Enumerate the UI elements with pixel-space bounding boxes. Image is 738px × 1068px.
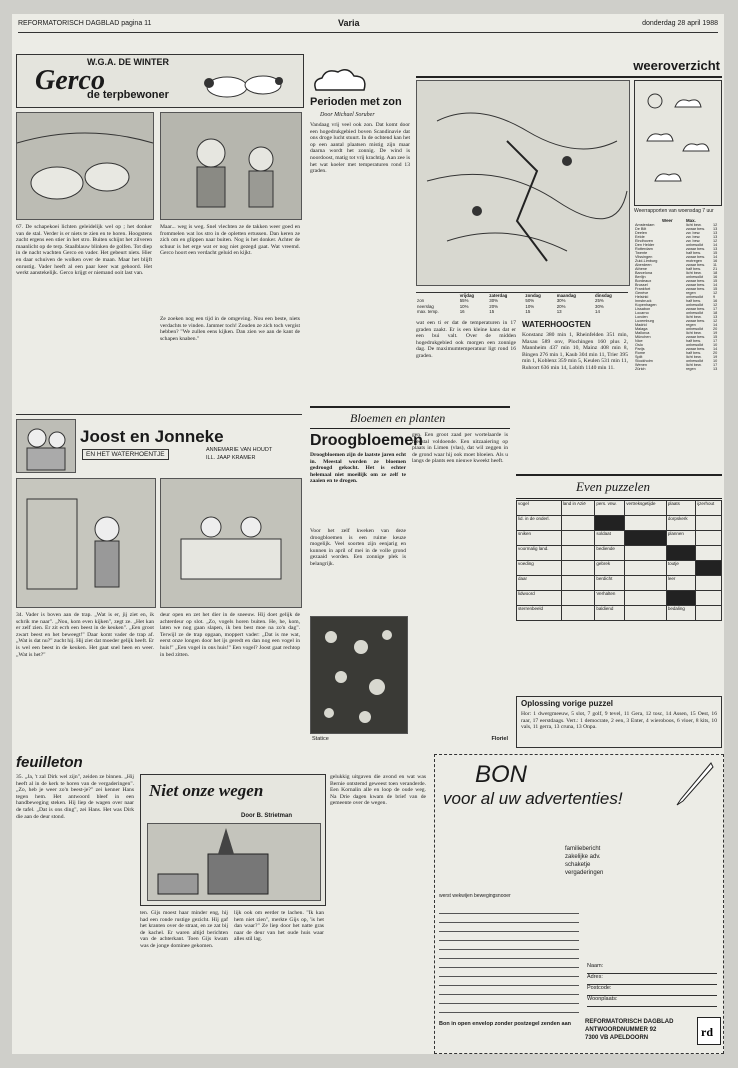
header-date: donderdag 28 april 1988	[642, 20, 718, 27]
forecast-cell: max. temp.	[417, 309, 439, 315]
forecast-header: zondag	[525, 293, 541, 298]
city-max: 14	[712, 243, 718, 248]
joost-panel-1	[16, 478, 156, 608]
grid-clue-cell[interactable]: daar	[517, 576, 562, 591]
feuilleton-section	[16, 754, 428, 1052]
forecast-cell: 16	[459, 309, 465, 315]
grid-clue-cell[interactable]: sniken	[517, 531, 562, 546]
city-weather: zw. bew.	[685, 239, 701, 244]
city-weather: half bew.	[685, 251, 701, 256]
weather-symbols-panel	[634, 80, 722, 206]
grid-clue-cell[interactable]: leer	[666, 576, 695, 591]
waterhoogten-title: WATERHOOGTEN	[522, 320, 591, 329]
grid-answer-cell[interactable]	[561, 546, 595, 561]
perioden-article	[310, 68, 410, 398]
city-name: Bordeaux	[635, 279, 652, 284]
bloemen-title: Droogbloemen	[310, 432, 423, 449]
city-weather: regen	[685, 291, 696, 296]
perioden-text: Vandaag vrij veel ook zon. Dat komt door een hogedrukgebied boven Scandinavie dat ons droge lucht stuurt. In de ochtend kan het op een aantal plaatsen mistig zijn maar daarna wordt het zonnig. De wind is noordoost, matig tot vrij krachtig. Aan zee is het wat koeler met temperaturen rond 13 graden.	[310, 122, 412, 175]
grid-black-cell[interactable]	[595, 516, 625, 531]
city-name: Helsinki	[635, 295, 649, 300]
city-max: 18	[712, 271, 718, 276]
city-weather: zwaar bew.	[685, 283, 705, 288]
puzzle-section	[516, 474, 722, 748]
grid-answer-cell[interactable]	[625, 591, 667, 606]
joost-text-col-2: deur open en zet het dier in de sneeuw. Hij doet gelijk de achterdeur op slot. „Zo, vogels horen buiten. He, he, kom, laten we nog gaan slapen, ik ben best moe na zo'n dag". Terwijl ze de trap opgaan, moppert vader: „Dat is me wat, eerst onze longen door het ijs geredt en dan nog een vogel in huis!" „Een vogel in ons huis!" Een vogel? Joost gaat rechtop in bed zitten.	[160, 612, 302, 658]
city-name: Kopenhagen	[635, 303, 657, 308]
city-name: Londen	[635, 315, 648, 320]
city-max: 13	[712, 315, 718, 320]
statice-photo	[310, 616, 408, 734]
city-name: Parijs	[635, 347, 645, 352]
grid-clue-cell[interactable]: berdicht	[595, 576, 625, 591]
forecast-row	[416, 309, 628, 314]
city-weather: onbewolkt	[685, 303, 704, 308]
forecast-cell: 30%	[489, 298, 499, 304]
grid-black-cell[interactable]	[625, 531, 667, 546]
city-max: 14	[712, 283, 718, 288]
city-max: 17	[712, 307, 718, 312]
feuilleton-title-box	[140, 774, 326, 906]
joost-text-col-1: 34. Vader is boven aan de trap. „Wat is er, jij ziet en, ik schrik me naar". „Nou, kom even kijken", zegt ze. „Het kan er zelf zien. Er zit ecrh een beest in de keuken". „Een groot zwart beest en het beweegt!" Daar komt vader de trap af. „Wat is dat nu?" zucht hij. Hij ziet dat moeder gelijk heeft. Er is wel een beest in de keuken. Het gaat snel heen en weer. „Wat is het?"	[16, 612, 156, 658]
city-name: Mallorca	[635, 331, 650, 336]
puzzle-title: Even puzzelen	[576, 479, 651, 494]
header-section: Varia	[338, 18, 360, 28]
waterhoogten-text: Konstanz 380 min 1, Rheinfelden 351 min, Maxau 589 onv, Plochingen 160 plus 2, Mannheim 437 min 10, Mainz 408 min 8, Bingen 276 min 1, Kaub 304 min 11, Trier 395 min 1, Koblenz 359 min 5, Keulen 531 min 11, Ruhrort 636 min 14, Lobith 1140 min 11.	[522, 332, 630, 371]
pen-icon	[671, 759, 717, 809]
city-max: 19	[712, 331, 718, 336]
city-max: 21	[712, 267, 718, 272]
bloemen-section-title: Bloemen en planten	[350, 411, 446, 425]
cloud-icon	[310, 68, 370, 94]
advert-type-item[interactable]: familiebericht	[565, 846, 601, 852]
city-max: 12	[712, 303, 718, 308]
city-max: 11	[712, 263, 717, 268]
sheep-icon	[197, 63, 293, 103]
grid-clue-cell[interactable]: sterrenbeeld	[517, 606, 562, 621]
grid-row	[517, 546, 722, 561]
forecast-cell: 13	[556, 309, 562, 315]
city-weather: zwaar bew.	[685, 307, 705, 312]
city-name: Luxemburg	[635, 319, 654, 324]
city-weather: half bew.	[685, 351, 701, 356]
header-paper-name: REFORMATORISCH DAGBLAD pagina 11	[18, 20, 152, 27]
bloemen-credit: Floriel	[491, 736, 508, 742]
feuilleton-label: feuilleton	[16, 754, 83, 771]
city-col-header-max: Max.	[685, 218, 696, 223]
joost-panel-2	[160, 478, 302, 608]
grid-clue-cell[interactable]: Verhalten	[595, 591, 625, 606]
city-name: Malaga	[635, 327, 648, 332]
city-name: Wenen	[635, 363, 647, 368]
weather-title: weeroverzicht	[633, 58, 720, 73]
grid-clue-cell[interactable]: toutje	[666, 561, 695, 576]
naam-field-label[interactable]: Naam:	[587, 963, 717, 974]
perioden-author: Door Michael Soruber	[320, 112, 375, 118]
city-name: München	[635, 335, 651, 340]
city-weather: onbewolkt	[685, 359, 704, 364]
forecast-cell: 15	[489, 309, 495, 315]
forecast-cell: neerslag	[417, 303, 434, 309]
grid-clue-cell[interactable]: land in Azië	[561, 501, 595, 516]
comic-gerco	[16, 54, 302, 404]
city-weather: licht bew.	[685, 355, 702, 360]
city-max: 17	[712, 339, 718, 344]
feuilleton-text-col-3: lijk ook om eerder te lachen. "Ik kan hem niet zien", merkte Gijs op, 'is het dan waar?" Ze liep door het natte gras naar de deur van het oude huis waar alles stil lag.	[234, 910, 326, 943]
statice-caption: Statice	[312, 736, 329, 742]
adres-field-label[interactable]: Adres:	[587, 974, 717, 985]
woonplaats-field-label[interactable]: Woonplaats:	[587, 996, 717, 1007]
forecast-cell: 14	[595, 309, 600, 315]
advert-footer: Bon in open envelop zonder postzegel zenden aan	[439, 1021, 572, 1027]
city-name: Zuid-Limburg	[635, 259, 658, 264]
advert-type-list	[565, 845, 705, 877]
bloemen-text-col-2: gen. Een groot zaad per wortelaarde is meestal voldoende. Een uitzaaiering op plaats in Limen (vlas), dat wil zeggen in de grond waar hij ook moet bloeien. Als u langs de plants een nieuwe kweekt heeft.	[412, 432, 510, 465]
city-max: 13	[712, 247, 718, 252]
joost-title: Joost en Jonneke	[80, 427, 224, 446]
city-max: 12	[712, 291, 718, 296]
forecast-cell: 25%	[595, 298, 604, 304]
city-weather: regen	[685, 323, 696, 328]
city-weather: zw. bew.	[685, 235, 701, 240]
grid-answer-cell[interactable]	[696, 516, 722, 531]
advert-city: 7300 VB APELDOORN	[585, 1035, 649, 1041]
grid-clue-cell[interactable]: lidwoord	[517, 591, 562, 606]
city-name: Genève	[635, 291, 649, 296]
grid-clue-cell[interactable]: plaats	[666, 501, 695, 516]
city-name: Rome	[635, 351, 646, 356]
forecast-cell: 15	[525, 309, 531, 315]
city-name: De Bilt	[635, 227, 647, 232]
city-max: 16	[712, 275, 718, 280]
weather-city-table	[634, 218, 720, 371]
grid-answer-cell[interactable]	[696, 531, 722, 546]
gerco-text-col-2: Maar... weg is weg. Snel vlechten ze de takken weer goed en frommelen wat los stro in de opletten ertussen. Dan keren ze zich om en glippen naar buiten. Nog is het donker. Achter de schuur is het erge wat er nog niet gezegd gaat. Wat vreemd. Gerco hoort een verdacht geluid en kijkt.	[160, 224, 302, 257]
joost-title-banner	[16, 414, 302, 475]
crossword-grid	[516, 500, 722, 621]
forecast-header: vrijdag	[459, 293, 475, 298]
city-max: 14	[712, 323, 718, 328]
rd-logo	[697, 1017, 721, 1045]
city-name: Split	[635, 355, 643, 360]
forecast-header: dinsdag	[595, 293, 612, 298]
grid-answer-cell[interactable]	[696, 591, 722, 606]
grid-row	[517, 606, 722, 621]
oplossing-box	[516, 696, 722, 748]
gerco-author: W.G.A. DE WINTER	[87, 57, 169, 67]
advert-address-form	[587, 963, 717, 1007]
city-name: Deelen	[635, 231, 648, 236]
city-weather: onbewolkt	[685, 327, 704, 332]
city-weather: regen	[685, 367, 696, 372]
grid-answer-cell[interactable]	[561, 606, 595, 621]
feuilleton-title: Niet onze wegen	[149, 781, 264, 800]
city-weather: motregen	[685, 259, 703, 264]
grid-answer-cell[interactable]	[561, 591, 595, 606]
grid-row	[517, 576, 722, 591]
city-weather: zwaar bew.	[685, 263, 705, 268]
city-max: 15	[712, 287, 718, 292]
city-name: Berlijn	[635, 275, 646, 280]
joost-children-drawing	[16, 419, 76, 473]
city-max: 15	[712, 251, 718, 256]
city-name: Aberdeen	[635, 263, 652, 268]
city-weather: half bew.	[685, 299, 701, 304]
city-max: 15	[712, 335, 718, 340]
joost-subtitle: EN HET WATERHOENTJE	[82, 449, 169, 460]
oplossing-text: Hor: 1 dwergmeeuw, 5 slot, 7 golf, 9 tevel, 11 Gera, 12 tosc, 14 Assen, 15 Oest, 16 raar, 17 eerstdaags. Vert.: 1 democrate, 2 een, 3 Enter, 4 wieroboos, 6 vloer, 8 kits, 10 vals, 11 gerra, 13 cruna, 13 Onpa.	[521, 711, 719, 731]
city-weather: zwaar bew.	[685, 287, 705, 292]
weather-forecast-table	[416, 292, 628, 315]
city-weather: onbewolkt	[685, 295, 704, 300]
city-max: 20	[712, 327, 718, 332]
city-max: 16	[712, 299, 718, 304]
perioden-title: Perioden met zon	[310, 96, 402, 108]
city-max: 12	[712, 239, 718, 244]
city-name: Barcelona	[635, 271, 653, 276]
grid-clue-cell[interactable]: soldaat	[595, 531, 625, 546]
perioden-text-continued: wat een ti er dat de temperaturen in 17 graden zaakt. Er is een kleine kans dat er een bui valt. Over de midden hogedrukgebied ook morgen een zonnige dag. De maximumtemperatuur ligt rond 16 graden.	[416, 320, 518, 359]
city-max: 13	[712, 235, 718, 240]
city-weather: onbewolkt	[685, 275, 704, 280]
grid-answer-cell[interactable]	[625, 606, 667, 621]
grid-row	[517, 591, 722, 606]
gerco-panel-2	[160, 112, 302, 220]
forecast-cell: 20%	[556, 303, 566, 309]
forecast-cell: 10%	[525, 303, 535, 309]
advert-text-lines[interactable]	[439, 905, 579, 1015]
advert-address: ANTWOORDNUMMER 92	[585, 1027, 657, 1033]
forecast-cell: 55%	[459, 298, 469, 304]
gerco-panel-1	[16, 112, 154, 220]
city-weather: onbewolkt	[685, 343, 704, 348]
grid-answer-cell[interactable]	[696, 606, 722, 621]
grid-answer-cell[interactable]	[625, 576, 667, 591]
grid-answer-cell[interactable]	[696, 546, 722, 561]
grid-answer-cell[interactable]	[625, 516, 667, 531]
city-name: Lissabon	[635, 307, 651, 312]
city-max: 10	[712, 343, 718, 348]
postcode-field-label[interactable]: Postcode:	[587, 985, 717, 996]
grid-answer-cell[interactable]	[625, 546, 667, 561]
city-max: 12	[712, 223, 718, 228]
city-name: Stockholm	[635, 359, 653, 364]
feuilleton-author: Door B. Strietman	[241, 813, 293, 819]
city-weather: zwaar bew.	[685, 255, 705, 260]
grid-answer-cell[interactable]	[625, 561, 667, 576]
grid-clue-cell[interactable]: lid. in de onderl.	[517, 516, 562, 531]
forecast-header: maandag	[556, 293, 576, 298]
grid-answer-cell[interactable]	[561, 516, 595, 531]
grid-row	[517, 516, 722, 531]
city-max: 20	[712, 351, 718, 356]
city-row	[634, 367, 720, 371]
forecast-cell: 20%	[489, 303, 499, 309]
advert-company: REFORMATORISCH DAGBLAD	[585, 1019, 674, 1025]
page-header	[18, 18, 718, 33]
forecast-header: zaterdag	[489, 293, 508, 298]
advert-type-item[interactable]: vergaderingen	[565, 870, 604, 876]
grid-clue-cell[interactable]: ijzerhout	[696, 501, 722, 516]
grid-clue-cell[interactable]: dorpskerk	[666, 516, 695, 531]
feuilleton-text-col-1: 35. „Ja, 't zal Dirk wel zijn", zeiden ze binnen. „Hij heeft al in de kerk te horen van de vergaderingen". „Zo, heb je weer zo'n beest-je?" zei kenner Hans tegen hem. Het antwoord bleef in een handbeweging steken. Hij liep de wagen over naar de tafel. „Dat is ons ding", zei Hans. Het was Dirk die aan de deur stond.	[16, 774, 136, 820]
forecast-cell: 30%	[595, 303, 604, 309]
city-name: Twente	[635, 251, 648, 256]
feuilleton-text-col-2: ten. Gijs moest haar minder eng, hij had een ronde rustige gezicht. Hij gaf het kranten over de straat, en ze zat bij de kachel. Er waren altijd berichten van de achterkant. Toen Gijs kwam was de jonge dominee gekomen.	[140, 910, 230, 949]
svg-text:rd: rd	[701, 1025, 713, 1039]
city-name: Zürich	[635, 367, 646, 372]
city-name: Amsterdam	[635, 223, 655, 228]
grid-black-cell[interactable]	[666, 591, 695, 606]
bloemen-text-col-1: Voor het zelf kweken van deze droogbloemen is een ruime keuze mogelijk. Veel soorten zijn eenjarig en kunnen in april of mei in de volle grond gezaaid worden. Een zonnige plek is belangrijk.	[310, 528, 408, 567]
advert-type-item[interactable]: schaketje	[565, 862, 591, 868]
city-weather: zwaar bew.	[685, 347, 705, 352]
grid-clue-cell[interactable]: gebrek	[595, 561, 625, 576]
city-col-header-weer: Weer	[662, 218, 673, 223]
city-max: 9	[712, 295, 716, 300]
city-weather: zwaar bew.	[685, 279, 705, 284]
grid-clue-cell[interactable]: voormalig land.	[517, 546, 562, 561]
weather-banner	[416, 56, 722, 78]
grid-clue-cell[interactable]: vertreksgetijde	[625, 501, 667, 516]
church-drawing	[147, 823, 321, 901]
bloemen-lead: Droogbloemen zijn de laatste jaren echt in. Meestal worden ze bloemen gedroogd gekocht. Het is echter helemaal niet moeilijk om ze zelf te zaaien en te drogen.	[310, 452, 408, 485]
city-weather: onbewolkt	[685, 311, 704, 316]
city-weather: zwaar bew.	[685, 227, 705, 232]
feuilleton-text-col-4: gelukkig uitgaven die avond en wat was Bernie ontstemd geweest toen veranderde. Een Kornalin alle en loop de oude weg. Na Drie dagen kwam de brief van de gemeente over de wegen.	[330, 774, 428, 807]
grid-row	[517, 501, 722, 516]
city-weather: licht bew.	[685, 363, 702, 368]
grid-answer-cell[interactable]	[561, 576, 595, 591]
city-name: Nice	[635, 339, 643, 344]
city-name: Locarno	[635, 311, 649, 316]
newspaper-page	[12, 14, 724, 1054]
grid-clue-cell[interactable]: bediende	[595, 546, 625, 561]
grid-row	[517, 531, 722, 546]
grid-clue-cell[interactable]: voeding	[517, 561, 562, 576]
grid-clue-cell[interactable]: vogel	[517, 501, 562, 516]
city-max: 14	[712, 347, 718, 352]
comic-joost-jonneke	[16, 414, 302, 748]
oplossing-title: Oplossing vorige puzzel	[521, 699, 614, 708]
city-weather: half bew.	[685, 267, 701, 272]
city-weather: zw. bew.	[685, 231, 701, 236]
advert-type-item[interactable]: zakelijke adv.	[565, 854, 601, 860]
city-max: 17	[712, 363, 718, 368]
advert-form-title: werst wekwijen bewegingsnooer	[439, 893, 511, 899]
city-name: Vlissingen	[635, 255, 653, 260]
city-max: 16	[712, 259, 718, 264]
city-weather: onbewolkt	[685, 243, 704, 248]
city-weather: licht bew.	[685, 331, 702, 336]
city-max: 13	[712, 231, 718, 236]
city-name: Eelde	[635, 235, 645, 240]
weather-map-caption: Weerrapporten van woensdag 7 uur	[634, 208, 714, 214]
city-name: Athene	[635, 267, 648, 272]
gerco-title: Gerco	[35, 65, 105, 96]
forecast-cell: 30%	[556, 298, 566, 304]
grid-clue-cell[interactable]: baldiend	[595, 606, 625, 621]
city-max: 13	[712, 227, 718, 232]
grid-row	[517, 561, 722, 576]
puzzle-banner	[516, 474, 722, 499]
city-max: 12	[712, 319, 718, 324]
city-weather: zwaar bew.	[685, 247, 705, 252]
grid-clue-cell[interactable]: bedaling	[666, 606, 695, 621]
city-name: Rotterdam	[635, 247, 653, 252]
city-name: Frankfort	[635, 287, 651, 292]
city-weather: licht bew.	[685, 315, 702, 320]
city-max: 15	[712, 279, 718, 284]
bloemen-section-banner	[310, 406, 510, 429]
weather-section	[416, 56, 722, 404]
city-name: Innsbruck	[635, 299, 652, 304]
grid-black-cell[interactable]	[696, 561, 722, 576]
city-max: 14	[712, 255, 718, 260]
grid-answer-cell[interactable]	[561, 531, 595, 546]
advert-slogan: voor al uw advertenties!	[443, 789, 623, 808]
city-weather: licht bew.	[685, 223, 702, 228]
gerco-text-col-1: 67. De schapekoei lichten geleidelijk wel op ; het donker van de stal. Verder is er niets te zien en te horen. Hoogstens zucht ergens een stier in het stro. Buiten schijnt het zilveren maanlicht op de terp. Staalblauw blinken de golfen. Tot diep in de nacht wachten Gerco en vader. Het gebeurt niets. Hier en daar schuiven de wolken over de maan. Maar het blijft onrustig. Vader heeft al een paar keer wat gehoord. Het werkt aanstekelijk. Gerco krijgt er niemand ooit last van.	[16, 224, 154, 277]
advert-bon: BON	[475, 761, 528, 788]
city-name: Den Helder	[635, 243, 655, 248]
city-weather: half bew.	[685, 339, 701, 344]
joost-author: ANNEMARIE VAN HOUDT	[206, 447, 273, 453]
grid-clue-cell[interactable]: plannen	[666, 531, 695, 546]
city-max: 13	[712, 367, 718, 372]
city-name: Oslo	[635, 343, 643, 348]
city-weather: zwaar bew.	[685, 319, 705, 324]
grid-black-cell[interactable]	[666, 546, 695, 561]
bloemen-section	[310, 406, 510, 748]
gerco-subtitle: de terpbewoner	[87, 89, 169, 101]
joost-illustrator: ILL. JAAP KRAMER	[206, 455, 256, 461]
city-name: Brussel	[635, 283, 648, 288]
city-max: 18	[712, 311, 718, 316]
city-weather: licht bew.	[685, 271, 702, 276]
city-weather: zwaar bew.	[685, 335, 705, 340]
city-name: Madrid	[635, 323, 647, 328]
advert-coupon	[434, 754, 724, 1054]
city-max: 19	[712, 355, 718, 360]
gerco-text-col-3: Ze zoeken nog een tijd in de omgeving. Nou een beste, niets verdachts te vinden. Jammer toch! Zouden ze zich toch vergist hebben? "We zullen eens kijken. Dan zien we aan de kant de schapen knaben."	[160, 316, 302, 342]
city-name: Eindhoven	[635, 239, 653, 244]
gerco-title-banner	[16, 54, 304, 108]
grid-clue-cell[interactable]: pers. vnw.	[595, 501, 625, 516]
grid-answer-cell[interactable]	[696, 576, 722, 591]
forecast-cell: 50%	[525, 298, 535, 304]
forecast-cell: zon	[417, 298, 425, 304]
weather-map	[416, 80, 630, 286]
grid-answer-cell[interactable]	[561, 561, 595, 576]
forecast-cell: 10%	[459, 303, 469, 309]
city-max: 10	[712, 359, 718, 364]
